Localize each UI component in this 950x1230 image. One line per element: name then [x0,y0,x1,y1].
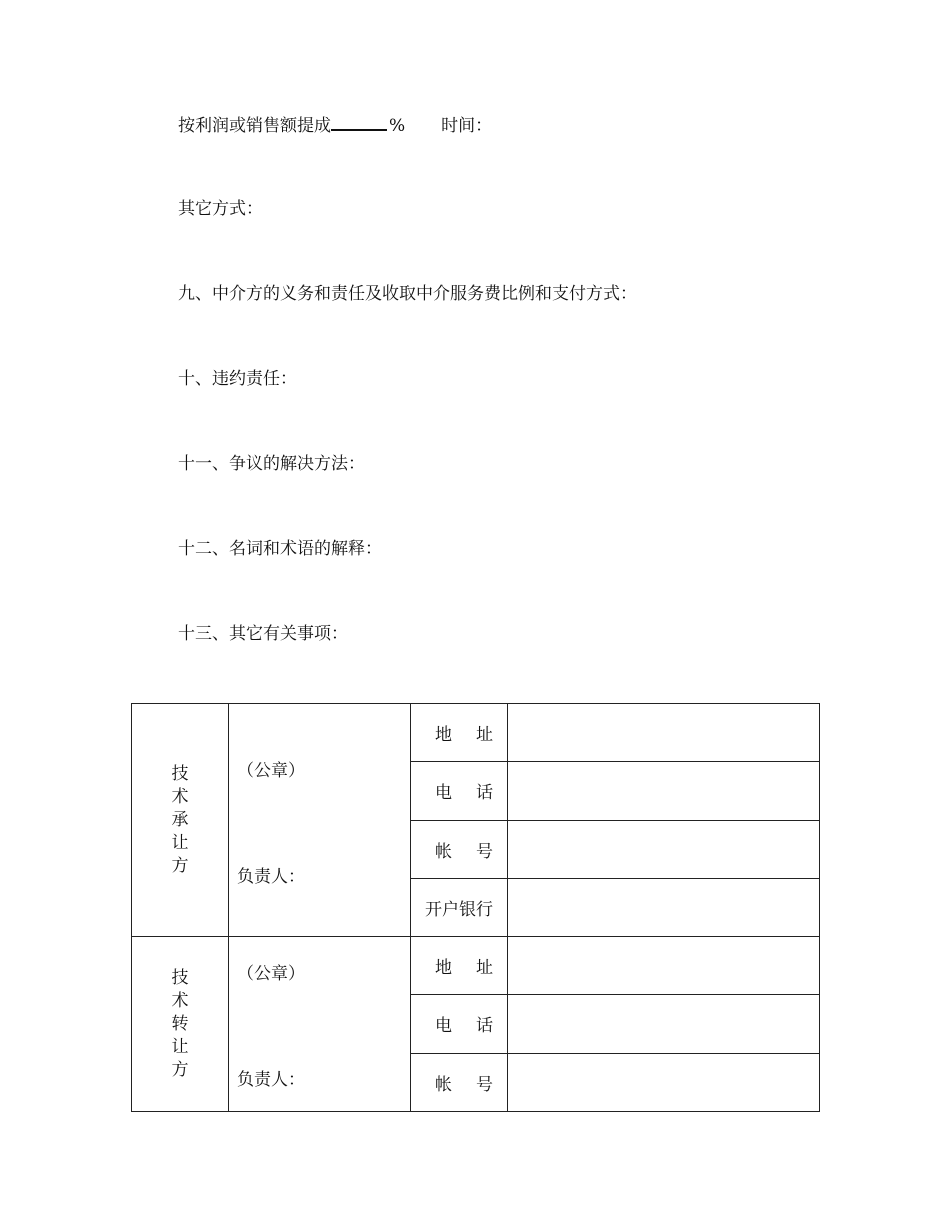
assignee-responsible-label: 负责人： [237,867,305,887]
royalty-percent-blank[interactable] [331,113,387,131]
assignee-address-label: 地址 [411,704,508,762]
clause-9: 九、中介方的义务和责任及收取中介服务费比例和支付方式： [178,284,637,304]
assignee-account-field[interactable] [508,820,820,878]
clause-13: 十三、其它有关事项： [178,624,348,644]
assignor-address-field[interactable] [508,937,820,995]
assignor-phone-label: 电话 [411,995,508,1053]
clause-11: 十一、争议的解决方法： [178,454,365,474]
percent-sign: % [389,116,406,136]
other-methods-line: 其它方式： [178,199,263,219]
assignee-party-label: 技术承让方 [171,763,189,876]
clause-10: 十、违约责任： [178,369,297,389]
assignor-account-field[interactable] [508,1053,820,1111]
clause-12: 十二、名词和术语的解释： [178,539,382,559]
royalty-prefix: 按利润或销售额提成 [178,116,331,136]
assignor-seal-cell[interactable] [229,937,411,1112]
assignor-party-cell [132,937,229,1112]
time-label: 时间： [441,116,493,136]
signature-table [131,703,820,1112]
assignor-phone-field[interactable] [508,995,820,1053]
assignee-seal-label: （公章） [237,761,305,781]
assignee-phone-label: 电话 [411,762,508,820]
assignor-responsible-label: 负责人： [237,1070,305,1090]
assignee-phone-field[interactable] [508,762,820,820]
assignee-party-cell [132,704,229,937]
assignee-bank-label: 开户银行 [411,878,508,936]
royalty-line [178,113,492,137]
assignee-bank-field[interactable] [508,878,820,936]
assignor-seal-label: （公章） [237,964,305,984]
assignee-seal-cell[interactable] [229,704,411,937]
assignor-party-label: 技术转让方 [171,967,189,1080]
assignor-address-label: 地址 [411,937,508,995]
assignor-account-label: 帐号 [411,1053,508,1111]
assignee-account-label: 帐号 [411,820,508,878]
assignee-address-field[interactable] [508,704,820,762]
